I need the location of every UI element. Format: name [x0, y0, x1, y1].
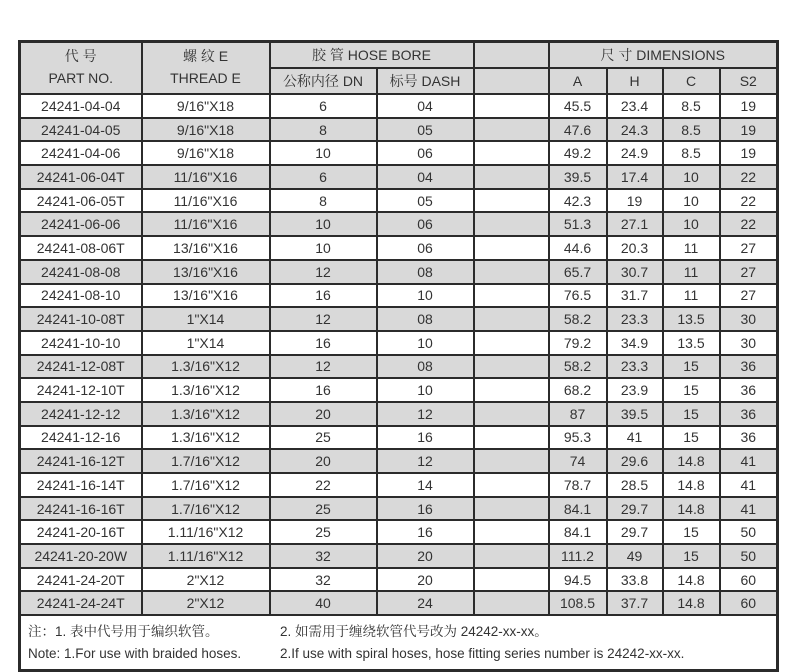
cell-s2: 60	[720, 568, 778, 592]
cell-s2: 19	[720, 94, 778, 118]
cell-thread-e: 13/16"X16	[142, 284, 270, 308]
cell-c: 14.8	[663, 568, 720, 592]
cell-dash: 08	[377, 355, 474, 379]
cell-part-no: 24241-04-04	[20, 94, 142, 118]
cell-part-no: 24241-06-05T	[20, 189, 142, 213]
cell-a: 108.5	[549, 591, 607, 615]
cell-dash: 12	[377, 449, 474, 473]
cell-dn: 10	[270, 212, 377, 236]
cell-a: 47.6	[549, 118, 607, 142]
cell-part-no: 24241-20-20W	[20, 544, 142, 568]
cell-dn: 25	[270, 520, 377, 544]
cell-part-no: 24241-16-12T	[20, 449, 142, 473]
cell-spacer	[474, 118, 549, 142]
cell-spacer	[474, 449, 549, 473]
cell-h: 31.7	[607, 284, 663, 308]
cell-s2: 30	[720, 331, 778, 355]
cell-thread-e: 13/16"X16	[142, 260, 270, 284]
cell-a: 76.5	[549, 284, 607, 308]
table-row	[20, 141, 778, 165]
cell-c: 8.5	[663, 118, 720, 142]
spacer-header-bottom	[474, 68, 549, 94]
cell-a: 68.2	[549, 378, 607, 402]
cell-a: 111.2	[549, 544, 607, 568]
cell-h: 29.6	[607, 449, 663, 473]
cell-a: 45.5	[549, 94, 607, 118]
cell-dash: 05	[377, 189, 474, 213]
cell-dash: 16	[377, 426, 474, 450]
cell-h: 33.8	[607, 568, 663, 592]
note-1-english: Note: 1.For use with braided hoses.	[28, 646, 242, 662]
cell-h: 23.3	[607, 307, 663, 331]
cell-thread-e: 2"X12	[142, 591, 270, 615]
table-row	[20, 236, 778, 260]
cell-dn: 20	[270, 402, 377, 426]
cell-c: 10	[663, 189, 720, 213]
cell-part-no: 24241-06-04T	[20, 165, 142, 189]
table-row	[20, 355, 778, 379]
cell-a: 51.3	[549, 212, 607, 236]
cell-thread-e: 11/16"X16	[142, 165, 270, 189]
cell-dn: 16	[270, 331, 377, 355]
cell-thread-e: 13/16"X16	[142, 236, 270, 260]
cell-c: 8.5	[663, 94, 720, 118]
group-header-hose-bore: 胶 管 HOSE BORE	[270, 42, 474, 69]
cell-part-no: 24241-08-06T	[20, 236, 142, 260]
cell-part-no: 24241-08-08	[20, 260, 142, 284]
cell-dash: 08	[377, 307, 474, 331]
cell-c: 13.5	[663, 331, 720, 355]
cell-thread-e: 1.11/16"X12	[142, 520, 270, 544]
cell-a: 84.1	[549, 520, 607, 544]
cell-c: 8.5	[663, 141, 720, 165]
cell-spacer	[474, 165, 549, 189]
part-no-label-cn: 代 号	[64, 48, 97, 65]
cell-part-no: 24241-06-06	[20, 212, 142, 236]
cell-a: 78.7	[549, 473, 607, 497]
cell-c: 15	[663, 378, 720, 402]
cell-h: 24.9	[607, 141, 663, 165]
cell-thread-e: 1.7/16"X12	[142, 449, 270, 473]
cell-dash: 04	[377, 94, 474, 118]
cell-s2: 50	[720, 544, 778, 568]
cell-s2: 36	[720, 402, 778, 426]
cell-thread-e: 1.7/16"X12	[142, 473, 270, 497]
column-header-a: A	[549, 68, 607, 94]
cell-s2: 27	[720, 236, 778, 260]
cell-h: 29.7	[607, 520, 663, 544]
cell-s2: 60	[720, 591, 778, 615]
cell-spacer	[474, 544, 549, 568]
cell-s2: 27	[720, 284, 778, 308]
cell-h: 20.3	[607, 236, 663, 260]
cell-s2: 22	[720, 189, 778, 213]
thread-e-label-cn: 螺 纹 E	[182, 48, 229, 65]
column-header-dn: 公称内径 DN	[270, 68, 377, 94]
note-2-chinese: 2. 如需用于缠绕软管代号改为 24242-xx-xx。	[280, 623, 548, 639]
notes-row	[20, 615, 778, 671]
table-body	[20, 94, 778, 615]
cell-h: 49	[607, 544, 663, 568]
cell-dn: 12	[270, 260, 377, 284]
cell-dash: 04	[377, 165, 474, 189]
cell-part-no: 24241-20-16T	[20, 520, 142, 544]
group-header-dimensions: 尺 寸 DIMENSIONS	[549, 42, 778, 69]
cell-c: 11	[663, 260, 720, 284]
table-row	[20, 568, 778, 592]
cell-c: 11	[663, 236, 720, 260]
cell-dash: 06	[377, 141, 474, 165]
cell-spacer	[474, 260, 549, 284]
cell-thread-e: 1.3/16"X12	[142, 378, 270, 402]
cell-part-no: 24241-10-10	[20, 331, 142, 355]
cell-s2: 22	[720, 165, 778, 189]
cell-c: 13.5	[663, 307, 720, 331]
notes-cell	[20, 615, 778, 671]
cell-s2: 36	[720, 378, 778, 402]
table-row	[20, 497, 778, 521]
cell-s2: 41	[720, 497, 778, 521]
table-header	[20, 42, 778, 95]
column-header-part-no	[20, 42, 142, 95]
cell-dn: 8	[270, 118, 377, 142]
cell-h: 17.4	[607, 165, 663, 189]
cell-part-no: 24241-24-24T	[20, 591, 142, 615]
cell-spacer	[474, 236, 549, 260]
cell-a: 49.2	[549, 141, 607, 165]
cell-c: 15	[663, 355, 720, 379]
cell-part-no: 24241-16-16T	[20, 497, 142, 521]
table-row	[20, 520, 778, 544]
cell-thread-e: 9/16"X18	[142, 141, 270, 165]
cell-spacer	[474, 189, 549, 213]
cell-dash: 14	[377, 473, 474, 497]
cell-s2: 36	[720, 426, 778, 450]
cell-dash: 20	[377, 544, 474, 568]
cell-a: 39.5	[549, 165, 607, 189]
cell-dash: 06	[377, 212, 474, 236]
cell-thread-e: 1.3/16"X12	[142, 426, 270, 450]
cell-s2: 19	[720, 141, 778, 165]
cell-a: 87	[549, 402, 607, 426]
cell-h: 23.9	[607, 378, 663, 402]
cell-a: 74	[549, 449, 607, 473]
cell-h: 37.7	[607, 591, 663, 615]
cell-h: 28.5	[607, 473, 663, 497]
cell-c: 11	[663, 284, 720, 308]
cell-h: 41	[607, 426, 663, 450]
cell-h: 39.5	[607, 402, 663, 426]
cell-a: 79.2	[549, 331, 607, 355]
cell-h: 23.3	[607, 355, 663, 379]
table-row	[20, 307, 778, 331]
cell-c: 14.8	[663, 473, 720, 497]
cell-dash: 08	[377, 260, 474, 284]
cell-h: 27.1	[607, 212, 663, 236]
cell-dn: 16	[270, 284, 377, 308]
cell-dash: 12	[377, 402, 474, 426]
cell-c: 15	[663, 426, 720, 450]
cell-s2: 19	[720, 118, 778, 142]
cell-part-no: 24241-16-14T	[20, 473, 142, 497]
cell-c: 14.8	[663, 497, 720, 521]
notes-grid	[21, 617, 776, 669]
table-row	[20, 544, 778, 568]
cell-dn: 10	[270, 141, 377, 165]
column-header-s2: S2	[720, 68, 778, 94]
cell-h: 34.9	[607, 331, 663, 355]
cell-part-no: 24241-12-10T	[20, 378, 142, 402]
cell-thread-e: 11/16"X16	[142, 189, 270, 213]
cell-thread-e: 1"X14	[142, 307, 270, 331]
cell-thread-e: 1"X14	[142, 331, 270, 355]
cell-c: 14.8	[663, 449, 720, 473]
cell-part-no: 24241-12-08T	[20, 355, 142, 379]
cell-spacer	[474, 284, 549, 308]
cell-dn: 32	[270, 568, 377, 592]
cell-dash: 10	[377, 331, 474, 355]
hose-fitting-spec-table	[18, 40, 779, 672]
table-row	[20, 426, 778, 450]
cell-dash: 16	[377, 497, 474, 521]
header-row-group	[20, 42, 778, 69]
cell-spacer	[474, 94, 549, 118]
cell-part-no: 24241-08-10	[20, 284, 142, 308]
spacer-header-top	[474, 42, 549, 69]
cell-thread-e: 9/16"X18	[142, 94, 270, 118]
note-2-english: 2.If use with spiral hoses, hose fitting series number is 24242-xx-xx.	[280, 646, 685, 662]
cell-part-no: 24241-24-20T	[20, 568, 142, 592]
cell-a: 95.3	[549, 426, 607, 450]
cell-dn: 6	[270, 94, 377, 118]
cell-c: 14.8	[663, 591, 720, 615]
cell-s2: 30	[720, 307, 778, 331]
cell-dn: 20	[270, 449, 377, 473]
cell-dn: 22	[270, 473, 377, 497]
cell-a: 65.7	[549, 260, 607, 284]
cell-dn: 40	[270, 591, 377, 615]
cell-spacer	[474, 473, 549, 497]
cell-s2: 22	[720, 212, 778, 236]
cell-dash: 10	[377, 284, 474, 308]
cell-dash: 06	[377, 236, 474, 260]
cell-spacer	[474, 331, 549, 355]
cell-dn: 32	[270, 544, 377, 568]
table-row	[20, 284, 778, 308]
cell-dn: 25	[270, 426, 377, 450]
cell-spacer	[474, 402, 549, 426]
cell-dn: 12	[270, 307, 377, 331]
column-header-dash: 标号 DASH	[377, 68, 474, 94]
cell-spacer	[474, 307, 549, 331]
cell-c: 15	[663, 544, 720, 568]
table-row	[20, 94, 778, 118]
cell-spacer	[474, 591, 549, 615]
cell-c: 15	[663, 402, 720, 426]
cell-dn: 12	[270, 355, 377, 379]
cell-spacer	[474, 426, 549, 450]
cell-dn: 16	[270, 378, 377, 402]
cell-a: 84.1	[549, 497, 607, 521]
cell-s2: 27	[720, 260, 778, 284]
cell-h: 24.3	[607, 118, 663, 142]
cell-thread-e: 1.3/16"X12	[142, 355, 270, 379]
cell-spacer	[474, 520, 549, 544]
cell-s2: 50	[720, 520, 778, 544]
cell-s2: 36	[720, 355, 778, 379]
column-header-c: C	[663, 68, 720, 94]
cell-spacer	[474, 141, 549, 165]
table-row	[20, 473, 778, 497]
cell-dn: 25	[270, 497, 377, 521]
cell-dash: 10	[377, 378, 474, 402]
cell-a: 94.5	[549, 568, 607, 592]
cell-dn: 8	[270, 189, 377, 213]
cell-thread-e: 1.7/16"X12	[142, 497, 270, 521]
cell-part-no: 24241-12-12	[20, 402, 142, 426]
table-row	[20, 331, 778, 355]
note-1-chinese: 注：1. 表中代号用于编织软管。	[28, 623, 219, 639]
cell-spacer	[474, 212, 549, 236]
cell-h: 30.7	[607, 260, 663, 284]
table-row	[20, 260, 778, 284]
table-row	[20, 189, 778, 213]
cell-h: 23.4	[607, 94, 663, 118]
cell-part-no: 24241-10-08T	[20, 307, 142, 331]
cell-spacer	[474, 378, 549, 402]
cell-s2: 41	[720, 473, 778, 497]
cell-part-no: 24241-12-16	[20, 426, 142, 450]
table-row	[20, 165, 778, 189]
thread-e-label-en: THREAD E	[170, 70, 241, 86]
cell-c: 15	[663, 520, 720, 544]
cell-dash: 16	[377, 520, 474, 544]
cell-thread-e: 11/16"X16	[142, 212, 270, 236]
cell-c: 10	[663, 165, 720, 189]
cell-thread-e: 2"X12	[142, 568, 270, 592]
cell-h: 19	[607, 189, 663, 213]
cell-h: 29.7	[607, 497, 663, 521]
cell-part-no: 24241-04-05	[20, 118, 142, 142]
cell-thread-e: 1.3/16"X12	[142, 402, 270, 426]
cell-spacer	[474, 568, 549, 592]
cell-a: 44.6	[549, 236, 607, 260]
table-row	[20, 378, 778, 402]
cell-c: 10	[663, 212, 720, 236]
cell-spacer	[474, 355, 549, 379]
cell-s2: 41	[720, 449, 778, 473]
table-row	[20, 402, 778, 426]
table-row	[20, 118, 778, 142]
table-row	[20, 212, 778, 236]
table-row	[20, 449, 778, 473]
cell-a: 58.2	[549, 355, 607, 379]
cell-dash: 20	[377, 568, 474, 592]
cell-thread-e: 1.11/16"X12	[142, 544, 270, 568]
cell-a: 42.3	[549, 189, 607, 213]
cell-dash: 05	[377, 118, 474, 142]
cell-thread-e: 9/16"X18	[142, 118, 270, 142]
cell-spacer	[474, 497, 549, 521]
cell-dn: 6	[270, 165, 377, 189]
cell-part-no: 24241-04-06	[20, 141, 142, 165]
table-row	[20, 591, 778, 615]
cell-dash: 24	[377, 591, 474, 615]
part-no-label-en: PART NO.	[48, 70, 114, 86]
column-header-thread-e	[142, 42, 270, 95]
cell-dn: 10	[270, 236, 377, 260]
cell-a: 58.2	[549, 307, 607, 331]
column-header-h: H	[607, 68, 663, 94]
